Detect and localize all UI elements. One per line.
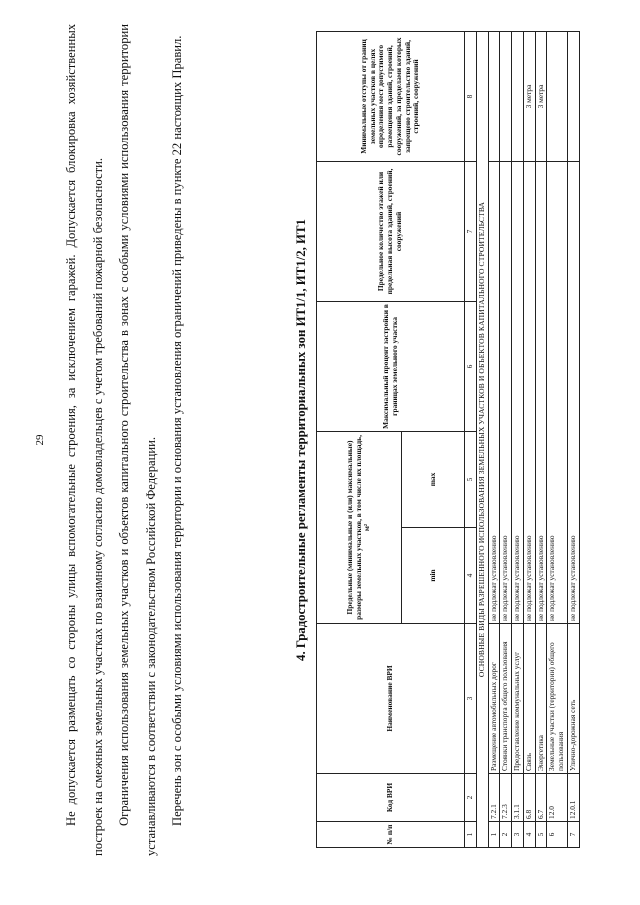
row-limits: не подлежат установлению: [535, 161, 547, 623]
column-number: 1: [465, 822, 477, 848]
regulations-table: [316, 31, 580, 848]
row-setback: 3 метра: [535, 31, 547, 161]
table-row: [512, 31, 524, 847]
row-num: 6: [547, 822, 567, 848]
column-number: 4: [465, 528, 477, 624]
row-limits: не подлежат установлению: [512, 161, 524, 623]
header-percent: Максимальный процент застройки в границах земельного участка: [317, 301, 465, 431]
column-number: 2: [465, 774, 477, 822]
table-row: [500, 31, 512, 847]
table-row: [547, 31, 567, 847]
row-name: Земельные участки (территории) общего пользования: [547, 624, 567, 774]
group-title: ОСНОВНЫЕ ВИДЫ РАЗРЕШЕННОГО ИСПОЛЬЗОВАНИЯ ЗЕМЕЛЬНЫХ УЧАСТКОВ И ОБЪЕКТОВ КАПИТАЛЬНОГО СТРОИТЕЛЬСТВА: [476, 31, 488, 847]
table-row: [535, 31, 547, 847]
row-name: Размещение автомобильных дорог: [488, 624, 500, 774]
row-limits: не подлежат установлению: [567, 161, 579, 623]
row-name: Предоставление коммунальных услуг: [512, 624, 524, 774]
row-code: 12.0.1: [567, 774, 579, 822]
column-number-row: [465, 31, 477, 847]
row-num: 5: [535, 822, 547, 848]
page-number: 29: [34, 434, 46, 446]
row-code: 6.7: [535, 774, 547, 822]
paragraph: Ограничения использования земельных участков и объектов капитального строительства в зонах с особыми условиями использования территории устанавливаются в соответствии с законодательством Российской Федерации.: [117, 24, 158, 856]
row-limits: не подлежат установлению: [547, 161, 567, 623]
header-code: Код ВРИ: [317, 774, 465, 822]
section-title: 4. Градостроительные регламенты территориальных зон ИТ1/1, ИТ1/2, ИТ1: [294, 219, 308, 661]
header-floors: Предельное количество этажей или предельная высота зданий, строений, сооружений: [317, 161, 465, 301]
column-number: 8: [465, 31, 477, 161]
header-size: Предельные (минимальные и (или) максимальные) размеры земельных участков, в том числе их площадь, м²: [317, 431, 402, 623]
row-setback: [488, 31, 500, 161]
row-name: Улично-дорожная сеть: [567, 624, 579, 774]
body-text: [58, 24, 191, 856]
row-code: 7.2.3: [500, 774, 512, 822]
header-row: [317, 31, 402, 847]
row-num: 3: [512, 822, 524, 848]
row-code: 3.1.1: [512, 774, 524, 822]
row-num: 2: [500, 822, 512, 848]
header-max: max: [402, 431, 465, 527]
row-setback: [500, 31, 512, 161]
table-row: [523, 31, 535, 847]
header-name: Наименование ВРИ: [317, 624, 465, 774]
column-number: 6: [465, 301, 477, 431]
row-name: Стоянки транспорта общего пользования: [500, 624, 512, 774]
table-row: [567, 31, 579, 847]
row-code: 12.0: [547, 774, 567, 822]
header-setback: Минимальные отступы от границ земельных участков в целях определения мест допустимого размещения зданий, строений, сооружений, за пределами которых запрещено строительство зданий, строений, сооружений: [317, 31, 465, 161]
group-row: [476, 31, 488, 847]
row-setback: [567, 31, 579, 161]
row-code: 7.2.1: [488, 774, 500, 822]
row-limits: не подлежат установлению: [500, 161, 512, 623]
row-limits: не подлежат установлению: [488, 161, 500, 623]
rotated-page: [32, 20, 608, 860]
row-code: 6.8: [523, 774, 535, 822]
paragraph: Перечень зон с особыми условиями использования территории и основания установления ограничений приведены в пункте 22 настоящих Правил.: [170, 35, 184, 826]
row-name: Энергетика: [535, 624, 547, 774]
row-num: 1: [488, 822, 500, 848]
column-number: 7: [465, 161, 477, 301]
row-name: Связь: [523, 624, 535, 774]
row-limits: не подлежат установлению: [523, 161, 535, 623]
row-setback: [547, 31, 567, 161]
row-setback: [512, 31, 524, 161]
header-min: min: [402, 528, 465, 624]
paragraph: Не допускается размещать со стороны улицы вспомогательные строения, за исключением гаражей. Допускается блокировка хозяйственных построек на смежных земельных участках по взаимному согласию домовладельцев с учетом требований пожарной безопасности.: [64, 24, 105, 856]
row-setback: 3 метра: [523, 31, 535, 161]
column-number: 5: [465, 431, 477, 527]
header-num: № п/п: [317, 822, 465, 848]
row-num: 4: [523, 822, 535, 848]
table-row: [488, 31, 500, 847]
column-number: 3: [465, 624, 477, 774]
row-num: 7: [567, 822, 579, 848]
